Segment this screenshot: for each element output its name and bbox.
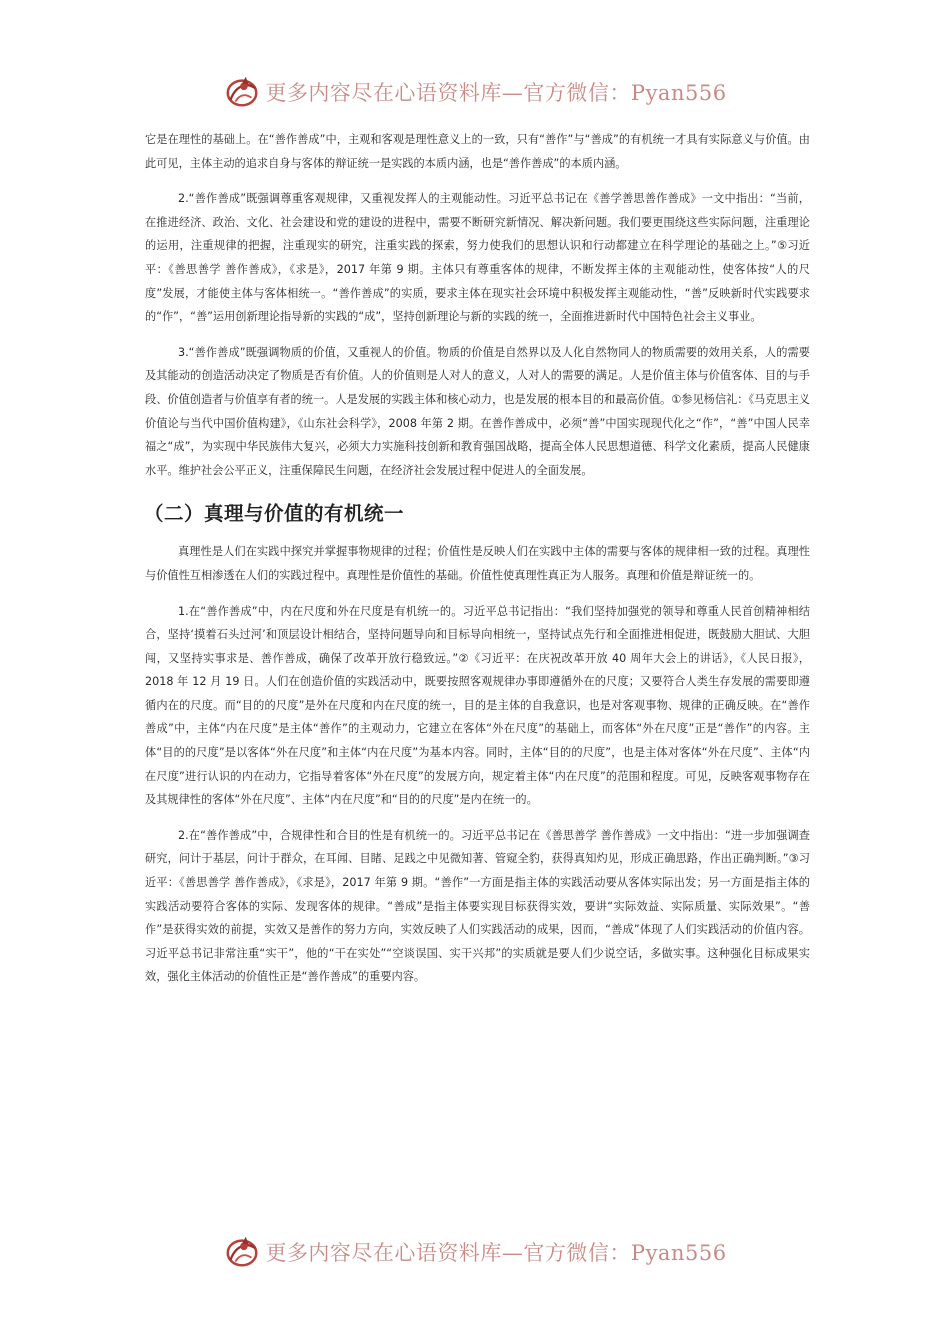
paragraph: 1.在“善作善成”中，内在尺度和外在尺度是有机统一的。习近平总书记指出：“我们坚持加强党的领导和尊重人民首创精神相结合，坚持‘摸着石头过河’和顶层设计相结合，坚持问题导向和目标导向相统一，坚持试点先行和全面推进相促进，既鼓励大胆试、大胆闯，又坚持实事求是、善作善成，确保了改革开放行稳致远。”②《习近平：在庆祝改革开放 40 周年大会上的讲话》，《人民日报》，2018 年 12 月 19 日。人们在创造价值的实践活动中，既要按照客观规律办事即遵循外在的尺度；又要符合人类生存发展的需要即遵循内在的尺度。而“目的的尺度”是外在尺度和内在尺度的统一，目的是主体的自我意识，也是对客观事物、规律的正确反映。在“善作善成”中，主体“内在尺度”是主体“善作”的主观动力，它建立在客体“外在尺度”的基础上，而客体“外在尺度”正是“善作”的内容。主体“目的的尺度”是以客体“外在尺度”和主体“内在尺度”为基本内容。同时，主体“目的的尺度”，也是主体对客体“外在尺度”、主体“内在尺度”进行认识的内在动力，它指导着客体“外在尺度”的发展方向，规定着主体“内在尺度”的范围和程度。可见，反映客观事物存在及其规律性的客体“外在尺度”、主体“内在尺度”和“目的的尺度”是内在统一的。 — [145, 604, 810, 807]
paragraph: 2.“善作善成”既强调尊重客观规律，又重视发挥人的主观能动性。习近平总书记在《善学善思善作善成》一文中指出：“当前，在推进经济、政治、文化、社会建设和党的建设的进程中，需要不断研究新情况、解决新问题。我们要更围绕这些实际问题，注重理论的运用，注重规律的把握，注重现实的研究，注重实践的探索，努力使我们的思想认识和行动都建立在科学理论的基础之上。”⑤习近平：《善思善学 善作善成》，《求是》，2017 年第 9 期。主体只有尊重客体的规律，不断发挥主体的主观能动性，使客体按“人的尺度”发展，才能使主体与客体相统一。“善作善成”的实质，要求主体在现实社会环境中积极发挥主观能动性，“善”反映新时代实践要求的“作”，“善”运用创新理论指导新的实践的“成”，坚持创新理论与新的实践的统一，全面推进新时代中国特色社会主义事业。 — [145, 192, 810, 324]
paragraph: 真理性是人们在实践中探究并掌握事物规律的过程；价值性是反映人们在实践中主体的需要与客体的规律相一致的过程。真理性与价值性互相渗透在人们的实践过程中。真理性是价值性的基础。价值性使真理性真正为人服务。真理和价值是辩证统一的。 — [145, 545, 810, 582]
red-swirl-logo-icon — [223, 73, 261, 111]
header-banner — [0, 72, 950, 112]
section-heading: （二）真理与价值的有机统一 — [144, 502, 405, 526]
document-body — [145, 128, 810, 989]
banner-text: 更多内容尽在心语资料库—官方微信：Pyan556 — [265, 1241, 727, 1265]
paragraph: 2.在“善作善成”中，合规律性和合目的性是有机统一的。习近平总书记在《善思善学 善作善成》一文中指出：“进一步加强调查研究，问计于基层，问计于群众，在耳闻、目睹、足践之中见微知著、管窥全豹，获得真知灼见，形成正确思路，作出正确判断。”③习近平：《善思善学 善作善成》，《求是》，2017 年第 9 期。“善作”一方面是指主体的实践活动要从客体实际出发；另一方面是指主体的实践活动要符合客体的实际、发现客体的规律。“善成”是指主体要实现目标获得实效，要讲“实际效益、实际质量、实际效果”。“善作”是获得实效的前提，实效又是善作的努力方向，实效反映了人们实践活动的成果，因而，“善成”体现了人们实践活动的价值内容。习近平总书记非常注重“实干”，他的“干在实处”“空谈误国、实干兴邦”的实质就是要人们少说空话，多做实事。这种强化目标成果实效，强化主体活动的价值性正是“善作善成”的重要内容。 — [145, 828, 810, 984]
red-swirl-logo-icon — [223, 1233, 261, 1271]
banner-text: 更多内容尽在心语资料库—官方微信：Pyan556 — [265, 81, 727, 105]
paragraph: 3.“善作善成”既强调物质的价值，又重视人的价值。物质的价值是自然界以及人化自然物同人的物质需要的效用关系，人的需要及其能动的创造活动决定了物质是否有价值。人的价值则是人对人的意义，人对人的需要的满足。人是价值主体与价值客体、目的与手段、价值创造者与价值享有者的统一。人是发展的实践主体和核心动力，也是发展的根本目的和最高价值。①参见杨信礼：《马克思主义价值论与当代中国价值构建》，《山东社会科学》，2008 年第 2 期。在善作善成中，必须“善”中国实现现代化之“作”，“善”中国人民幸福之“成”，为实现中华民族伟大复兴，必须大力实施科技创新和教育强国战略，提高全体人民思想道德、科学文化素质，提高人民健康水平。维护社会公平正义，注重保障民生问题，在经济社会发展过程中促进人的全面发展。 — [145, 345, 810, 477]
paragraph: 它是在理性的基础上。在“善作善成”中，主观和客观是理性意义上的一致，只有“善作”与“善成”的有机统一才具有实际意义与价值。由此可见，主体主动的追求自身与客体的辩证统一是实践的本质内涵，也是“善作善成”的本质内涵。 — [145, 133, 810, 170]
footer-banner — [0, 1232, 950, 1272]
